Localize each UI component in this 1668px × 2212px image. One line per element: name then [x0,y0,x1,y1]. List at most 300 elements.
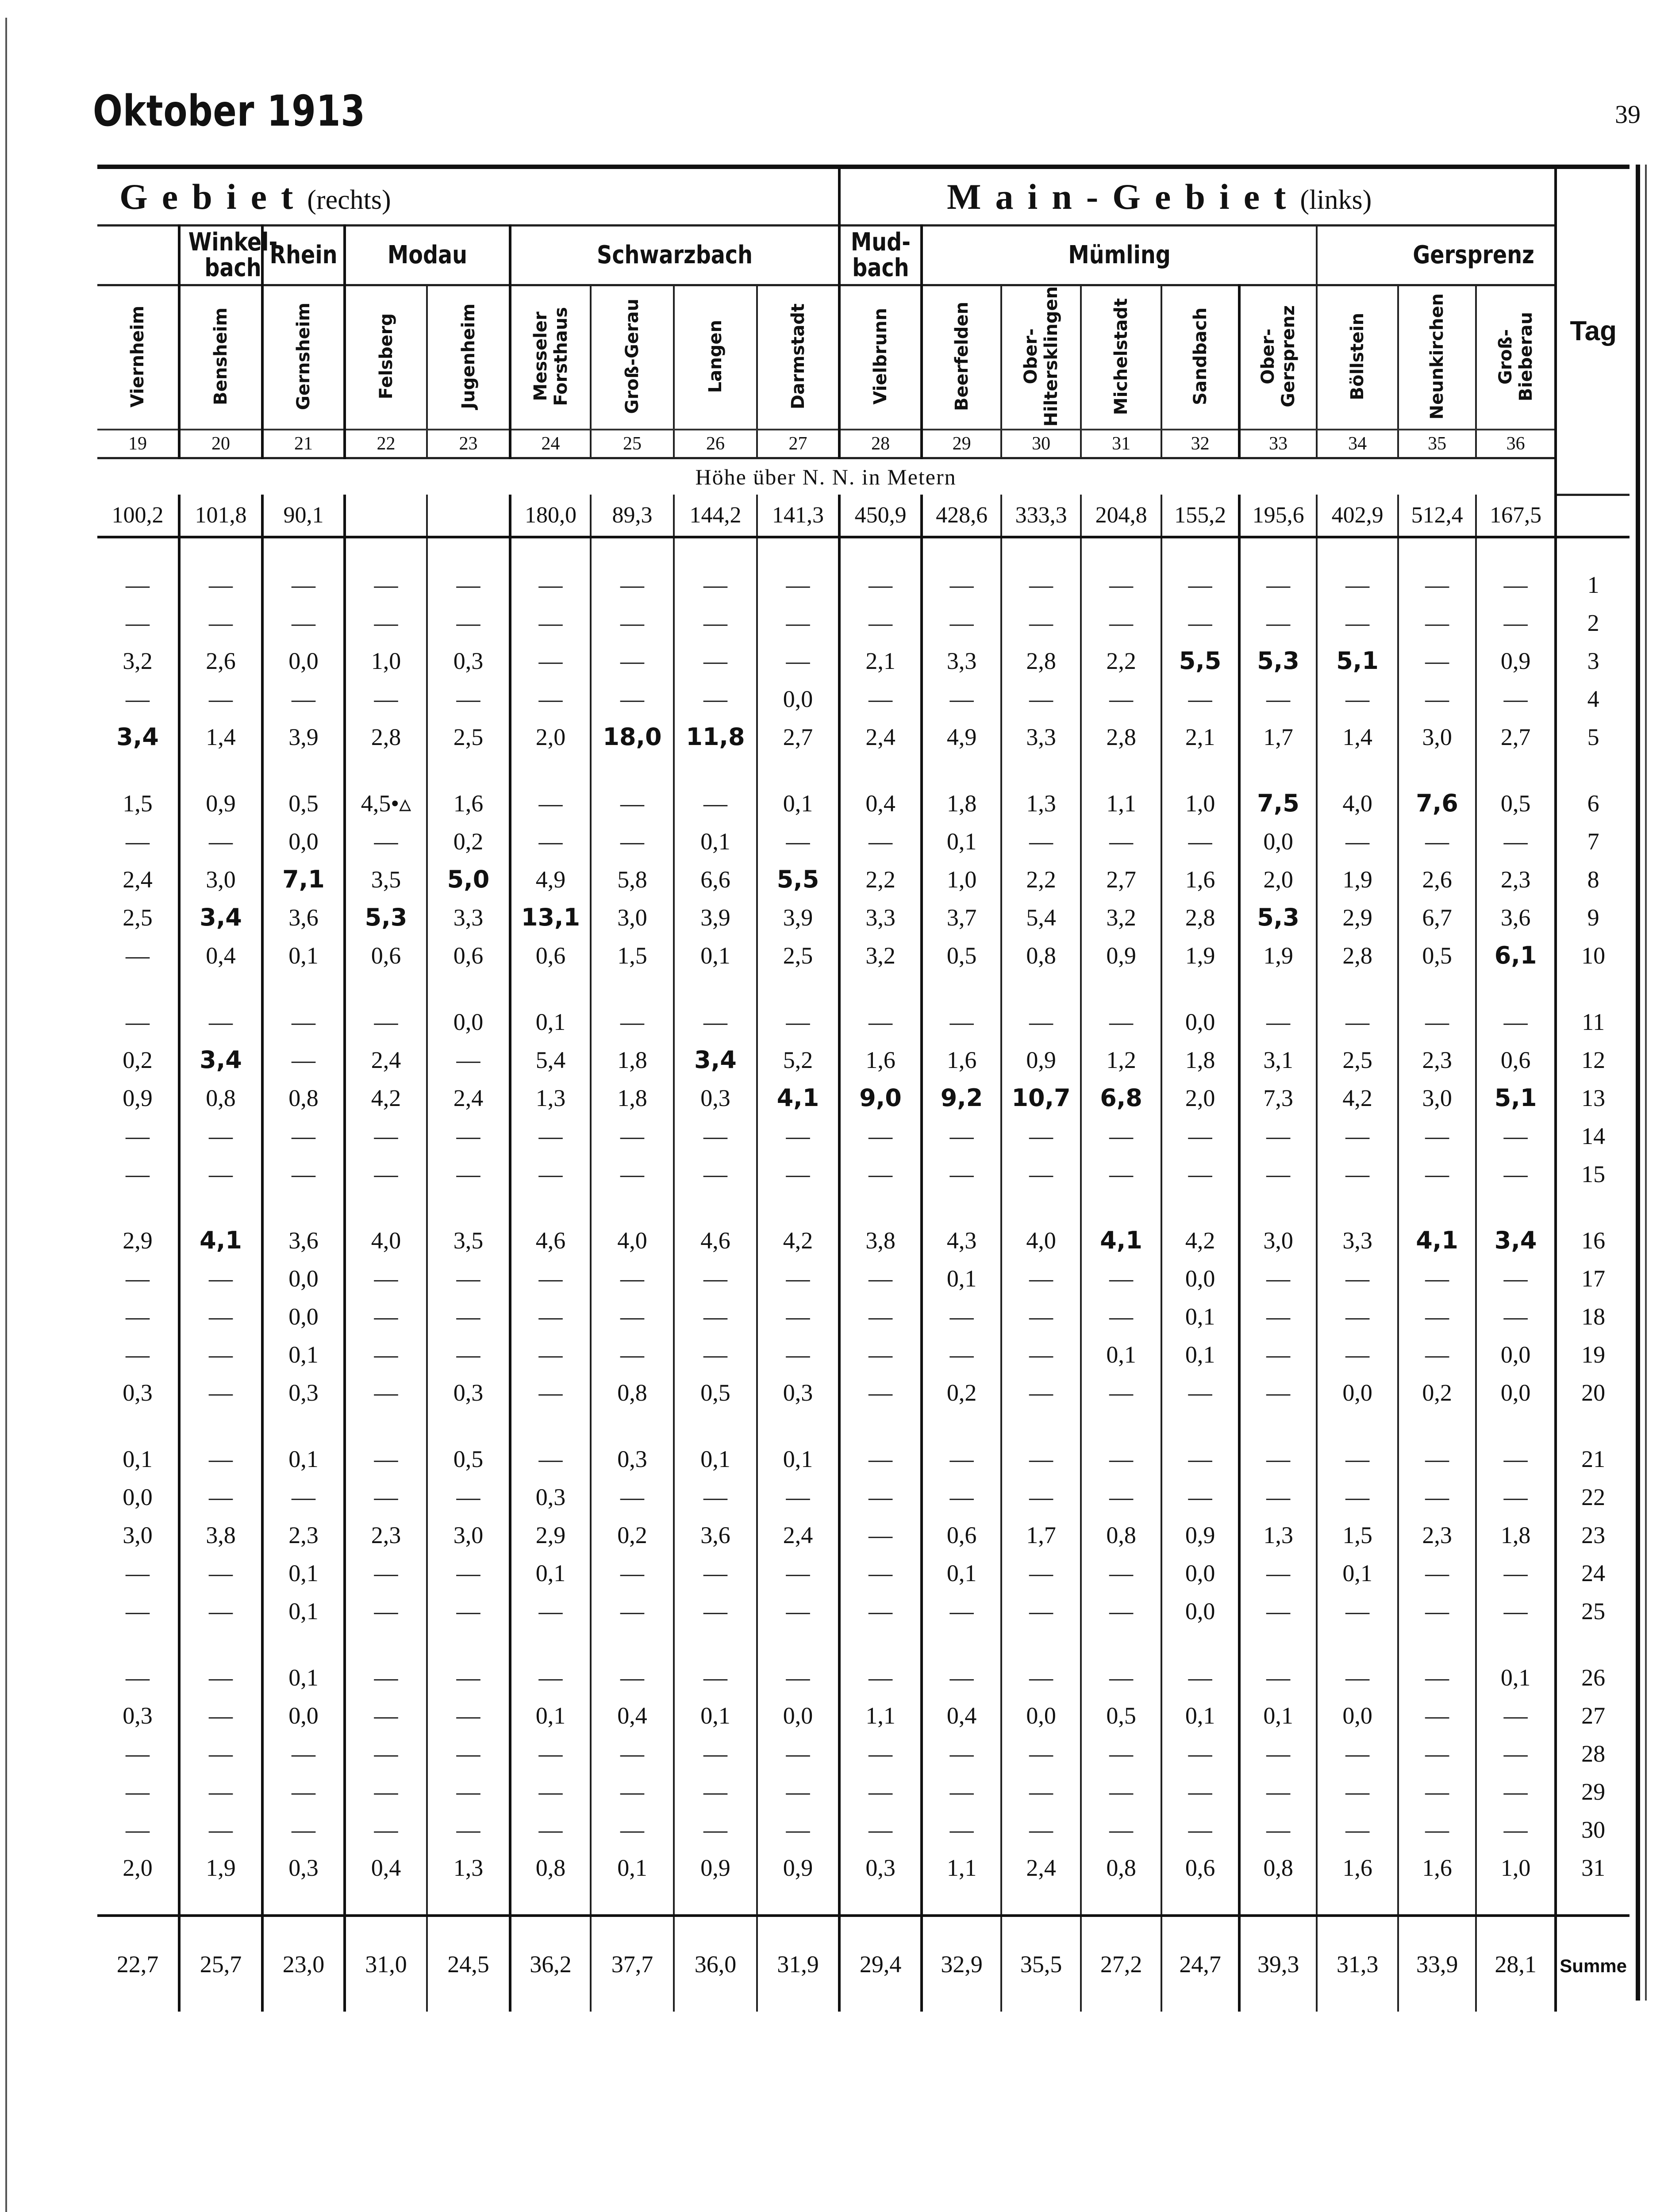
spacer-cell [1556,1887,1630,1916]
river-label: Rhein [269,241,338,269]
precip-value: — [839,1440,922,1478]
precip-value: — [674,1117,757,1155]
precip-value: — [1081,1260,1161,1298]
precip-value: 1,4 [1317,718,1398,756]
precip-value: 2,7 [1476,718,1556,756]
precip-value: — [839,1516,922,1554]
spacer-cell [97,537,179,566]
spacer-cell [1398,756,1476,784]
precip-value: — [922,1478,1001,1516]
precip-value: — [839,1117,922,1155]
precip-value: 6,8 [1081,1079,1161,1117]
precip-value: — [427,1554,510,1592]
precip-value: 2,8 [1161,899,1239,937]
station-name: Sandbach [1190,307,1211,406]
precip-value: — [179,1374,262,1412]
precip-value: — [126,1664,150,1691]
precip-value: — [1476,604,1556,642]
precip-value: — [1161,604,1239,642]
spacer-cell [345,756,427,784]
precip-value: — [427,1478,510,1516]
summe-value: 24,7 [1161,1916,1239,2012]
day-row [97,1079,1630,1117]
precip-value: 0,3 [427,1374,510,1412]
spacer-cell [1001,756,1081,784]
spacer-cell [1476,1193,1556,1221]
precip-value: 3,5 [427,1221,510,1260]
precip-value: 2,0 [510,718,591,756]
precip-value: 1,5 [591,937,674,975]
precip-value: — [179,566,262,604]
precip-value: — [510,1155,591,1193]
precip-value: — [179,604,262,642]
station-header [1239,285,1317,430]
spacer-cell [674,1887,757,1916]
precip-value: — [839,1336,922,1374]
precip-value: — [1398,1773,1476,1811]
hoehe-value: 100,2 [97,495,179,537]
precip-value: 1,6 [839,1041,922,1079]
gap-row [97,537,1630,566]
gap-row [97,1887,1630,1916]
blank-row [97,1193,1630,1221]
precip-value: — [1081,1811,1161,1849]
day-row [97,1440,1630,1478]
precip-value: 1,8 [1161,1041,1239,1079]
precip-value: — [345,1592,427,1630]
precip-value: 0,9 [1161,1516,1239,1554]
precip-value: — [922,1773,1001,1811]
summe-value: 28,1 [1476,1916,1556,2012]
station-number: 25 [591,430,674,458]
precip-value: 0,8 [1001,937,1081,975]
precip-value: — [1239,1374,1317,1412]
spacer-cell [510,975,591,1003]
spacer-cell [1239,1887,1317,1916]
spacer-cell [674,1630,757,1659]
precip-value: 0,1 [510,1554,591,1592]
spacer-cell [1001,1193,1081,1221]
precip-value: — [1317,1003,1398,1041]
precip-value: 3,0 [123,1521,153,1548]
precip-value: — [427,1811,510,1849]
precip-value: 6,7 [1398,899,1476,937]
station-header [839,285,922,430]
spacer-cell [1476,1887,1556,1916]
precip-value: — [922,1117,1001,1155]
precip-value: — [179,1003,262,1041]
spacer-cell [1161,1412,1239,1440]
summe-value: 31,9 [757,1916,839,2012]
precip-value: 1,9 [1161,937,1239,975]
precip-value: — [427,1773,510,1811]
precip-value: — [262,604,345,642]
spacer-cell [922,537,1001,566]
precip-value: 2,4 [427,1079,510,1117]
precip-value: 3,3 [1001,718,1081,756]
summe-row [97,1916,1630,2012]
precip-value: 1,8 [1476,1516,1556,1554]
spacer-cell [1239,1630,1317,1659]
precip-value: — [179,680,262,718]
precip-value: 0,1 [757,1440,839,1478]
spacer-cell [591,756,674,784]
precip-value: — [179,1554,262,1592]
precip-value: — [1081,1592,1161,1630]
precip-value: 3,9 [674,899,757,937]
precip-value: — [1001,1298,1081,1336]
day-row [97,1735,1630,1773]
spacer-cell [97,1887,179,1916]
day-number: 28 [1556,1735,1630,1773]
precip-value: 1,0 [1161,784,1239,822]
day-number: 24 [1556,1554,1630,1592]
precip-value: 1,3 [1001,784,1081,822]
precip-value: 3,0 [591,899,674,937]
precip-value: 5,3 [1239,899,1317,937]
precip-value: — [262,1041,345,1079]
precip-value: 0,8 [1081,1849,1161,1887]
precip-value: 0,1 [922,1260,1001,1298]
precip-value: — [1476,680,1556,718]
day-row [97,1374,1630,1412]
tag-header [1556,167,1630,495]
precip-value: 7,1 [262,860,345,899]
precip-value: 7,6 [1398,784,1476,822]
page-number: 39 [1615,100,1641,129]
precip-value: 4,2 [345,1079,427,1117]
precip-value: — [1476,1117,1556,1155]
precip-value: — [839,566,922,604]
day-row [97,1155,1630,1193]
station-number: 31 [1081,430,1161,458]
day-number: 13 [1556,1079,1630,1117]
station-number: 29 [922,430,1001,458]
precip-value: — [1001,1554,1081,1592]
river-label: Schwarzbach [597,241,753,269]
precip-value: 3,4 [179,1041,262,1079]
precip-value: 0,6 [1161,1849,1239,1887]
precip-value: — [126,1598,150,1624]
spacer-cell [510,1630,591,1659]
precip-value: — [1001,1117,1081,1155]
precip-value: 0,9 [123,1084,153,1111]
spacer-cell [839,537,922,566]
blank-row [97,756,1630,784]
precip-value: — [179,1773,262,1811]
precip-value: 0,4 [839,784,922,822]
station-header [1001,285,1081,430]
precip-value: — [591,1554,674,1592]
precip-value: — [1239,1117,1317,1155]
precip-value: — [510,822,591,860]
station-name: Bensheim [211,307,231,406]
precip-value: — [922,1592,1001,1630]
day-row [97,604,1630,642]
spacer-cell [1001,1887,1081,1916]
precip-value: 0,2 [123,1046,153,1073]
precip-value: — [427,1298,510,1336]
precip-value: — [179,1592,262,1630]
precip-value: — [1476,822,1556,860]
precip-value: 2,6 [1398,860,1476,899]
spacer-cell [1001,975,1081,1003]
day-row [97,1554,1630,1592]
precip-value: 0,8 [591,1374,674,1412]
precip-value: 0,3 [674,1079,757,1117]
precip-value: 0,0 [262,1260,345,1298]
hoehe-row [97,495,1630,537]
spacer-cell [1556,975,1630,1003]
precip-value: 2,4 [1001,1849,1081,1887]
precip-value: 0,3 [839,1849,922,1887]
precip-value: — [179,822,262,860]
precip-value: 1,5 [123,790,153,817]
precip-value: — [922,604,1001,642]
region-left-cell [97,167,839,226]
precip-value: 3,3 [427,899,510,937]
station-name: Beerfelden [951,302,972,411]
precip-value: — [1001,1374,1081,1412]
station-name: Darmstadt [788,303,808,410]
precip-value: 0,0 [1239,822,1317,860]
precip-value: — [1001,1659,1081,1697]
spacer-cell [427,1887,510,1916]
precip-value: 3,0 [427,1516,510,1554]
precip-value: 2,2 [1001,860,1081,899]
spacer-cell [1556,1630,1630,1659]
precip-value: — [427,1260,510,1298]
precip-value: — [1476,1735,1556,1773]
river-label: Mud- bach [850,228,911,282]
station-number: 23 [427,430,510,458]
day-row [97,899,1630,937]
spacer-cell [839,1887,922,1916]
hoehe-value: 402,9 [1317,495,1398,537]
precip-value: — [591,1336,674,1374]
precip-value: — [1398,1117,1476,1155]
spacer-cell [179,1630,262,1659]
precip-value: 0,3 [591,1440,674,1478]
precip-value: 2,5 [1317,1041,1398,1079]
precip-value: 0,1 [1317,1554,1398,1592]
hoehe-value: 89,3 [591,495,674,537]
precip-value: 0,1 [674,937,757,975]
day-number: 17 [1556,1260,1630,1298]
precip-value: — [262,1003,345,1041]
precip-value: — [1398,566,1476,604]
precip-value: — [1398,1735,1476,1773]
precip-value: 3,7 [922,899,1001,937]
precip-value: 0,1 [1161,1336,1239,1374]
precip-value: 0,1 [262,1659,345,1697]
precip-value: 2,9 [510,1516,591,1554]
hoehe-value: 204,8 [1081,495,1161,537]
precip-value: — [345,1735,427,1773]
precip-value: — [126,571,150,598]
hoehe-value: 195,6 [1239,495,1317,537]
precip-value: — [1317,1260,1398,1298]
precip-value: — [126,1778,150,1805]
precip-value: 3,4 [116,723,159,751]
day-row [97,784,1630,822]
precip-value: — [1398,822,1476,860]
precip-value: 1,5 [1317,1516,1398,1554]
precip-value: 0,6 [922,1516,1001,1554]
day-number: 6 [1556,784,1630,822]
precip-value: 4,9 [922,718,1001,756]
precip-value: — [1476,1003,1556,1041]
precip-value: — [674,1155,757,1193]
station-number: 33 [1239,430,1317,458]
hoehe-value: 155,2 [1161,495,1239,537]
station-header [179,285,262,430]
precip-value: — [1081,566,1161,604]
station-header [97,285,179,430]
precip-value: — [1081,822,1161,860]
precip-value: — [1081,1440,1161,1478]
precip-value: — [922,1336,1001,1374]
precip-value: 0,4 [922,1697,1001,1735]
precip-value: 2,2 [839,860,922,899]
river-label: Modau [387,241,468,269]
precip-value: — [345,604,427,642]
precip-value: — [1398,1811,1476,1849]
summe-value: 33,9 [1398,1916,1476,2012]
hoehe-caption: Höhe über N. N. in Metern [695,465,957,490]
hoehe-value: 512,4 [1398,495,1476,537]
precip-value: — [1398,1440,1476,1478]
precip-value: 4,1 [1398,1221,1476,1260]
precip-value: — [1317,1336,1398,1374]
precip-value: — [1398,1336,1476,1374]
precip-value: — [262,1478,345,1516]
precip-value: 2,1 [1161,718,1239,756]
precip-value: 0,0 [1161,1260,1239,1298]
spacer-cell [427,756,510,784]
precip-value: 2,2 [1081,642,1161,680]
precip-value: 3,6 [262,899,345,937]
river-header-row [97,226,1630,285]
precip-value: 0,5 [922,937,1001,975]
precip-value: — [1161,1440,1239,1478]
station-number: 19 [97,430,179,458]
summe-label-cell [1556,1916,1630,2012]
day-number: 10 [1556,937,1630,975]
hoehe-value: 101,8 [179,495,262,537]
precip-value: 2,8 [345,718,427,756]
precip-value: — [1161,1811,1239,1849]
station-header [510,285,591,430]
spacer-cell [345,1193,427,1221]
precip-value: 3,1 [1239,1041,1317,1079]
precip-value: 3,8 [839,1221,922,1260]
precip-value: — [1317,1735,1398,1773]
spacer-cell [427,1630,510,1659]
precip-value: — [510,1298,591,1336]
spacer-cell [179,1887,262,1916]
day-number: 9 [1556,899,1630,937]
spacer-cell [97,1193,179,1221]
precip-value: — [179,1117,262,1155]
station-number: 34 [1317,430,1398,458]
precip-value: — [126,1740,150,1767]
precip-value: — [591,1659,674,1697]
precip-value: — [262,1811,345,1849]
precip-value: — [1317,1298,1398,1336]
precip-value: — [1081,604,1161,642]
station-name: Viernheim [127,305,148,407]
precip-value: — [1398,680,1476,718]
precip-value: 3,4 [1476,1221,1556,1260]
river-header [97,226,179,285]
spacer-cell [1556,537,1630,566]
spacer-cell [510,537,591,566]
spacer-cell [1239,975,1317,1003]
precip-value: 1,1 [839,1697,922,1735]
precip-value: 0,8 [262,1079,345,1117]
spacer-cell [345,537,427,566]
precip-value: — [1239,1298,1317,1336]
precip-value: 3,0 [1239,1221,1317,1260]
precip-value: 1,9 [1239,937,1317,975]
precip-value: 0,1 [262,937,345,975]
precip-value: 2,5 [123,904,153,931]
day-row [97,822,1630,860]
precip-value: 0,0 [1317,1374,1398,1412]
station-name: Neunkirchen [1427,293,1448,420]
spacer-cell [1081,1193,1161,1221]
precip-value: — [1001,1260,1081,1298]
precip-value: — [1161,680,1239,718]
region-header-row [97,167,1630,226]
precip-value: — [757,604,839,642]
precip-value: 0,2 [427,822,510,860]
precip-value: — [1081,1117,1161,1155]
precip-value: — [1001,566,1081,604]
day-row [97,1592,1630,1630]
day-number: 20 [1556,1374,1630,1412]
precip-value: — [674,784,757,822]
precip-value: 5,5 [757,860,839,899]
precip-value: 1,4 [179,718,262,756]
precip-value: — [922,1003,1001,1041]
precip-value: 2,1 [839,642,922,680]
precip-value: — [126,1008,150,1035]
spacer-cell [345,1887,427,1916]
precip-value: — [179,1298,262,1336]
precip-value: — [757,1260,839,1298]
precip-value: — [839,1735,922,1773]
precip-value: 0,4 [591,1697,674,1735]
precip-value: — [1398,1697,1476,1735]
precip-value: — [427,680,510,718]
precip-value: 3,6 [1476,899,1556,937]
precip-value: — [757,1298,839,1336]
precip-value: 9,0 [839,1079,922,1117]
station-header [345,285,427,430]
page-edge-line [5,18,7,2212]
precip-value: 5,8 [591,860,674,899]
spacer-cell [839,1193,922,1221]
table-right-border [1636,165,1640,2001]
precip-value: — [345,1298,427,1336]
precip-value: 1,0 [1476,1849,1556,1887]
precip-value: 1,9 [1317,860,1398,899]
precip-value: — [1398,1659,1476,1697]
precip-value: 2,0 [123,1854,153,1881]
precip-value: — [1476,1155,1556,1193]
